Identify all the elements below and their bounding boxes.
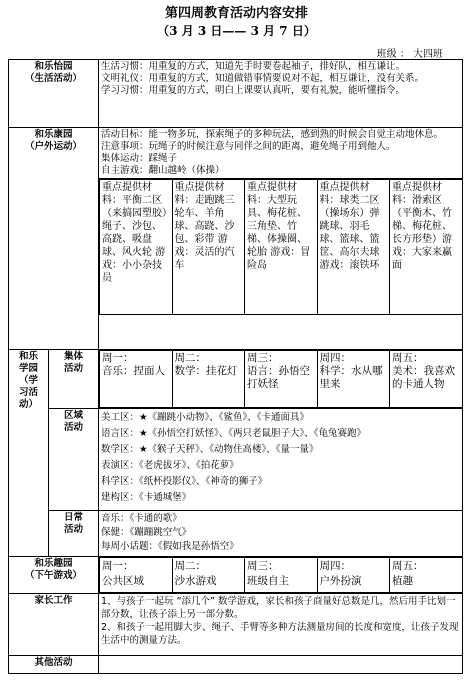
fun-days [99,557,462,593]
parents-title: 家长工作 [34,595,73,606]
day-content: 沙水游戏 [174,575,217,587]
page-title: 第四周教育活动内容安排 [164,6,308,21]
daily-line: 每周小话题：《假如我是孙悟空》 [101,541,239,552]
health-line: 注意事项：玩绳子的时候注意与同伴之间的距离，避免绳子用到他人。 [101,141,396,152]
health-zone-4: 重点提供材料：球类二区（操场东）弹跳球、羽毛球、篮球、篮筐、高尔夫球 游戏：滚铁环 [317,180,390,315]
fun-day-thu [317,558,390,593]
life-line: 生活习惯：用重复的方式，知道先手时要卷起袖子，排好队，相互谦让。 [101,61,406,72]
daily-activity-content [99,511,463,557]
parents-line: 2、和孩子一起用脚大步、绳子、手臂等多种方法测量房间的长度和宽度，让孩子发现生活中的测量方法。 [101,622,459,646]
day-label: 周二： [174,352,207,364]
group-day-fri [390,351,463,408]
health-line: 集体运动：踩绳子 [101,153,178,164]
day-content: 数学：挂花灯 [174,365,238,377]
life-row [9,60,463,128]
class-label: 班级 ： 大四班 [376,49,443,60]
daily-activity-label-cell [49,511,99,557]
learning-title: 学园 [18,363,38,374]
day-label: 周三： [247,560,279,572]
fun-day-fri [390,558,463,593]
day-content: 公共区域 [102,575,145,587]
health-zone-2: 重点提供材料：走跑跳三轮车、羊角球、高跷、沙包、彩带 游戏：灵活的汽车 [172,180,245,315]
zone-line: 科学区：《纸杯投影仪》、《神奇的狮子》 [101,476,268,487]
health-zone-3: 重点提供材料：大型玩具、梅花桩、三角垫、竹梯、体操圈、轮胎 游戏：冒险岛 [245,180,318,315]
zone-line: 美工区：★《蹦跳小动物》、《鲨鱼》、《卡通面具》 [101,412,310,423]
group-activity-days [99,350,462,408]
other-title: 其他活动 [34,657,73,668]
health-subtitle: （户外运动） [25,141,83,152]
health-content [99,128,463,350]
other-content [99,656,463,674]
learning-group-row [9,350,463,409]
zone-line: 语言区：★《孙悟空打妖怪》、《两只老鼠胆子大》、《龟兔赛跑》 [101,428,367,439]
parents-line: 1、与孩子一起玩 “添几个” 数学游戏，家长和孩子商量好总数是几，然后用手比划一部分数，让孩子添上另一部分数。 [101,596,456,620]
daily-activity-label: 活动 [64,524,84,535]
learning-title: 动） [18,399,38,410]
fun-day-wed [245,558,318,593]
learning-zone-row [9,409,463,511]
day-label: 周二： [174,560,207,572]
group-activity-label: 活动 [64,363,84,374]
fun-title: 和乐趣园 [34,558,73,569]
date-range: （3 月 3 日—— 3 月 7 日） [157,24,316,38]
schedule-table [8,59,463,674]
group-day-wed [245,351,318,408]
life-subtitle: （生活活动） [25,73,83,84]
group-activity-label: 集体 [64,351,84,362]
learning-daily-row [9,511,463,557]
life-line: 学习习惯：用重复的方式，明白上课要认真听，要有礼貌，能听懂指令。 [101,85,406,96]
day-content: 科学：水从哪里来 [319,365,383,390]
day-content: 户外扮演 [319,575,362,587]
life-content [99,60,463,128]
daily-line: 音乐：《卡通的歌》 [101,513,182,524]
day-label: 周四： [319,560,352,572]
learning-title-cell [9,350,49,557]
zone-activity-label: 活动 [64,422,84,433]
parents-content [99,594,463,656]
group-day-tue [172,351,245,408]
day-content: 班级自主 [247,575,290,587]
day-label: 周四： [319,352,352,364]
fun-title-cell [9,557,99,594]
group-day-thu [317,351,390,408]
day-label: 周三： [247,352,279,364]
day-content: 音乐：捏面人 [102,365,166,377]
group-activity-content [99,350,463,409]
health-zones [99,179,462,315]
learning-title: 习活 [18,387,38,398]
daily-activity-label: 日常 [64,512,84,523]
health-row [9,128,463,350]
fun-row [9,557,463,594]
fun-day-mon [100,558,173,593]
day-label: 周五： [392,352,424,364]
parents-title-cell [9,594,99,656]
zone-activity-label-cell [49,409,99,511]
learning-title: （学 [18,375,38,386]
health-text [99,128,462,179]
other-row [9,656,463,674]
day-label: 周一： [102,560,134,572]
health-zone-1: 重点提供材料：平衡二区（来搞园塑胶）绳子、沙包、高跷、吸盘球、风火轮 游戏：小小杂技员 [100,180,173,315]
group-activity-label-cell [49,350,99,409]
health-title-cell [9,128,99,350]
learning-title: 和乐 [18,351,38,362]
other-title-cell [9,656,99,674]
zone-line: 表演区：《老虎拔牙》、《拍花萝》 [101,460,239,471]
zone-line: 建构区：《卡通城堡》 [101,492,192,503]
zone-line: 数学区：★《猴子天秤》、《动物住高楼》、《量一量》 [101,444,319,455]
fun-content [99,557,463,594]
day-label: 周一： [102,352,134,364]
life-title: 和乐怡园 [34,61,73,72]
day-label: 周五： [392,560,424,572]
zone-activity-content [99,409,463,511]
group-day-mon [100,351,173,408]
health-zone-5: 重点提供材料：滑索区（平衡木、竹梯、梅花桩、长方形垫）游戏：大家来赢面 [390,180,463,315]
parents-row [9,594,463,656]
zone-activity-label: 区域 [64,410,84,421]
fun-subtitle: （下午游戏） [25,570,83,581]
health-title: 和乐康园 [34,129,73,140]
life-title-cell [9,60,99,128]
health-line: 自主游戏：翻山越岭（体操） [101,165,225,176]
day-content: 美术：我喜欢的卡通人物 [392,365,456,390]
life-line: 文明礼仪：用重复的方式，知道做错事情要说对不起，相互谦让，没有关系。 [101,73,425,84]
day-content: 植趣 [392,575,414,587]
daily-line: 保健：《蹦蹦跳空气》 [101,527,192,538]
health-line: 活动目标：能一物多玩，探索绳子的多种玩法，感到熟的时候会自觉主动地休息。 [101,129,444,140]
fun-day-tue [172,558,245,593]
day-content: 语言：孙悟空打妖怪 [247,365,311,390]
